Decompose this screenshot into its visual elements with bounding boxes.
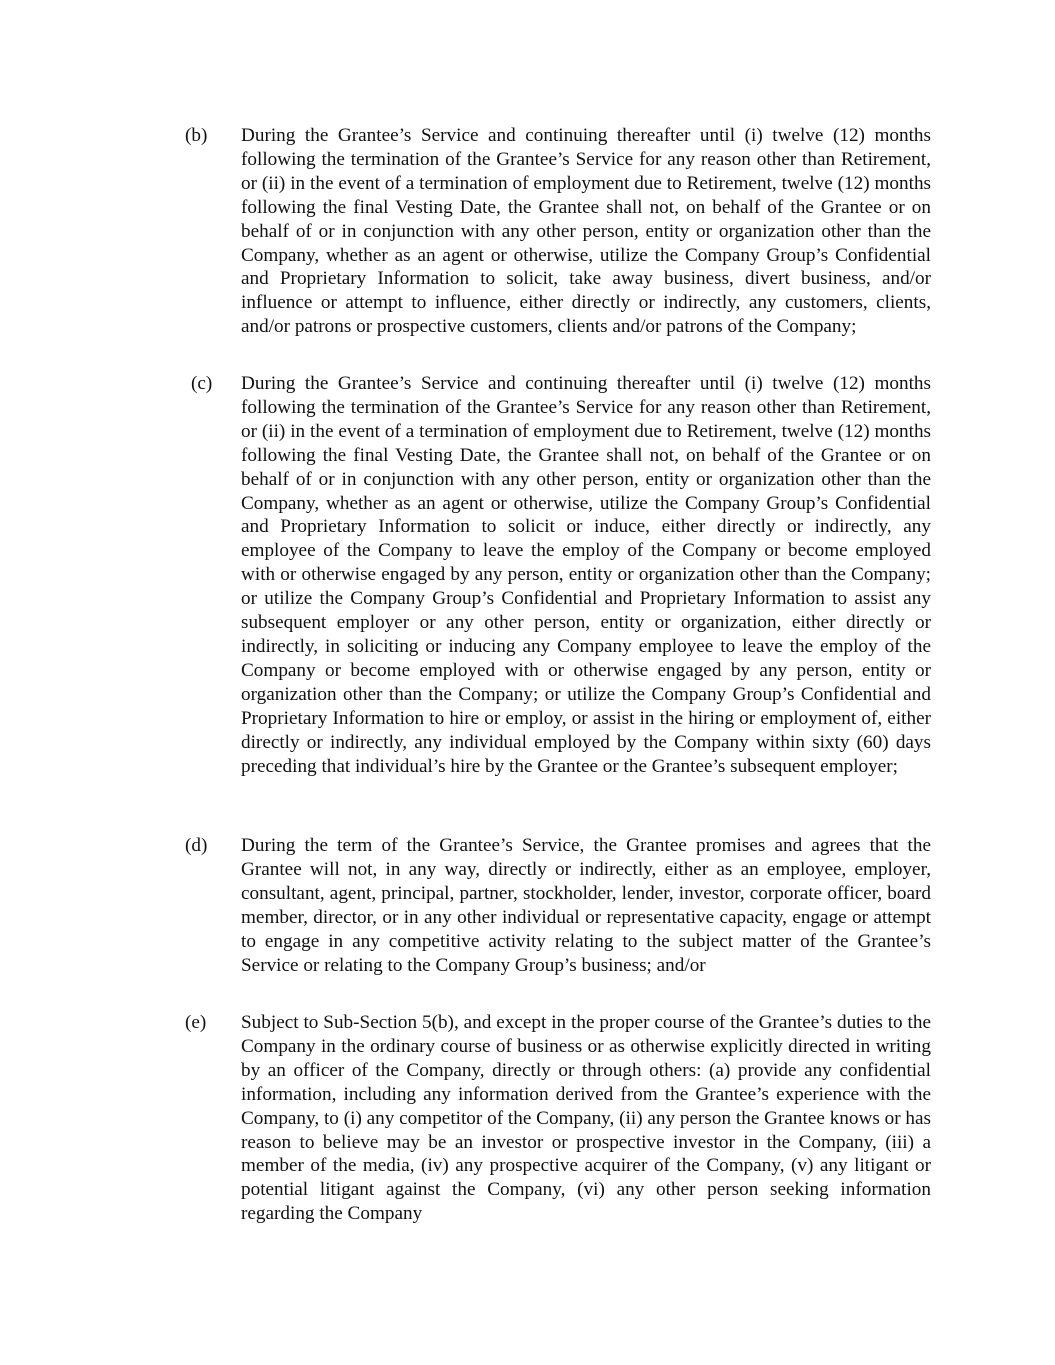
clause-b — [185, 124, 931, 339]
clause-text: During the Grantee’s Service and continuing thereafter until (i) twelve (12) months following the termination of the Grantee’s Service for any reason other than Retirement, or (ii) in the event of a termination of employment due to Retirement, twelve (12) months following the final Vesting Date, the Grantee shall not, on behalf of the Grantee or on behalf of or in conjunction with any other person, entity or organization other than the Company, whether as an agent or otherwise, utilize the Company Group’s Confidential and Proprietary Information to solicit, take away business, divert business, and/or influence or attempt to influence, either directly or indirectly, any customers, clients, and/or patrons or prospective customers, clients and/or patrons of the Company; — [241, 125, 931, 338]
clause-d — [185, 834, 931, 977]
clause-text: During the Grantee’s Service and continuing thereafter until (i) twelve (12) months following the termination of the Grantee’s Service for any reason other than Retirement, or (ii) in the event of a termination of employment due to Retirement, twelve (12) months following the final Vesting Date, the Grantee shall not, on behalf of the Grantee or on behalf of or in conjunction with any other person, entity or organization other than the Company, whether as an agent or otherwise, utilize the Company Group’s Confidential and Proprietary Information to solicit or induce, either directly or indirectly, any employee of the Company to leave the employ of the Company or become employed with or otherwise engaged by any person, entity or organization other than the Company; or utilize the Company Group’s Confidential and Proprietary Information to assist any subsequent employer or any other person, entity or organization, either directly or indirectly, in soliciting or inducing any Company employee to leave the employ of the Company or become employed with or otherwise engaged by any person, entity or organization other than the Company; or utilize the Company Group’s Confidential and Proprietary Information to hire or employ, or assist in the hiring or employment of, either directly or indirectly, any individual employed by the Company within sixty (60) days preceding that individual’s hire by the Grantee or the Grantee’s subsequent employer; — [241, 373, 931, 777]
clause-label: (b) — [185, 125, 208, 146]
clause-c — [185, 372, 931, 778]
clause-text: Subject to Sub-Section 5(b), and except in the proper course of the Grantee’s duties to the Company in the ordinary course of business or as otherwise explicitly directed in writing by an officer of the Company, directly or through others: (a) provide any confidential information, including any information derived from the Grantee’s experience with the Company, to (i) any competitor of the Company, (ii) any person the Grantee knows or has reason to believe may be an investor or prospective investor in the Company, (iii) a member of the media, (iv) any prospective acquirer of the Company, (v) any litigant or potential litigant against the Company, (vi) any other person seeking information regarding the Company — [241, 1012, 931, 1225]
clause-e — [185, 1011, 931, 1226]
clause-text: During the term of the Grantee’s Service, the Grantee promises and agrees that the Grantee will not, in any way, directly or indirectly, either as an employee, employer, consultant, agent, principal, partner, stockholder, lender, investor, corporate officer, board member, director, or in any other individual or representative capacity, engage or attempt to engage in any competitive activity relating to the subject matter of the Grantee’s Service or relating to the Company Group’s business; and/or — [241, 835, 931, 976]
clause-label: (e) — [185, 1012, 207, 1033]
clause-label: (c) — [191, 373, 213, 394]
clause-label: (d) — [185, 835, 208, 856]
